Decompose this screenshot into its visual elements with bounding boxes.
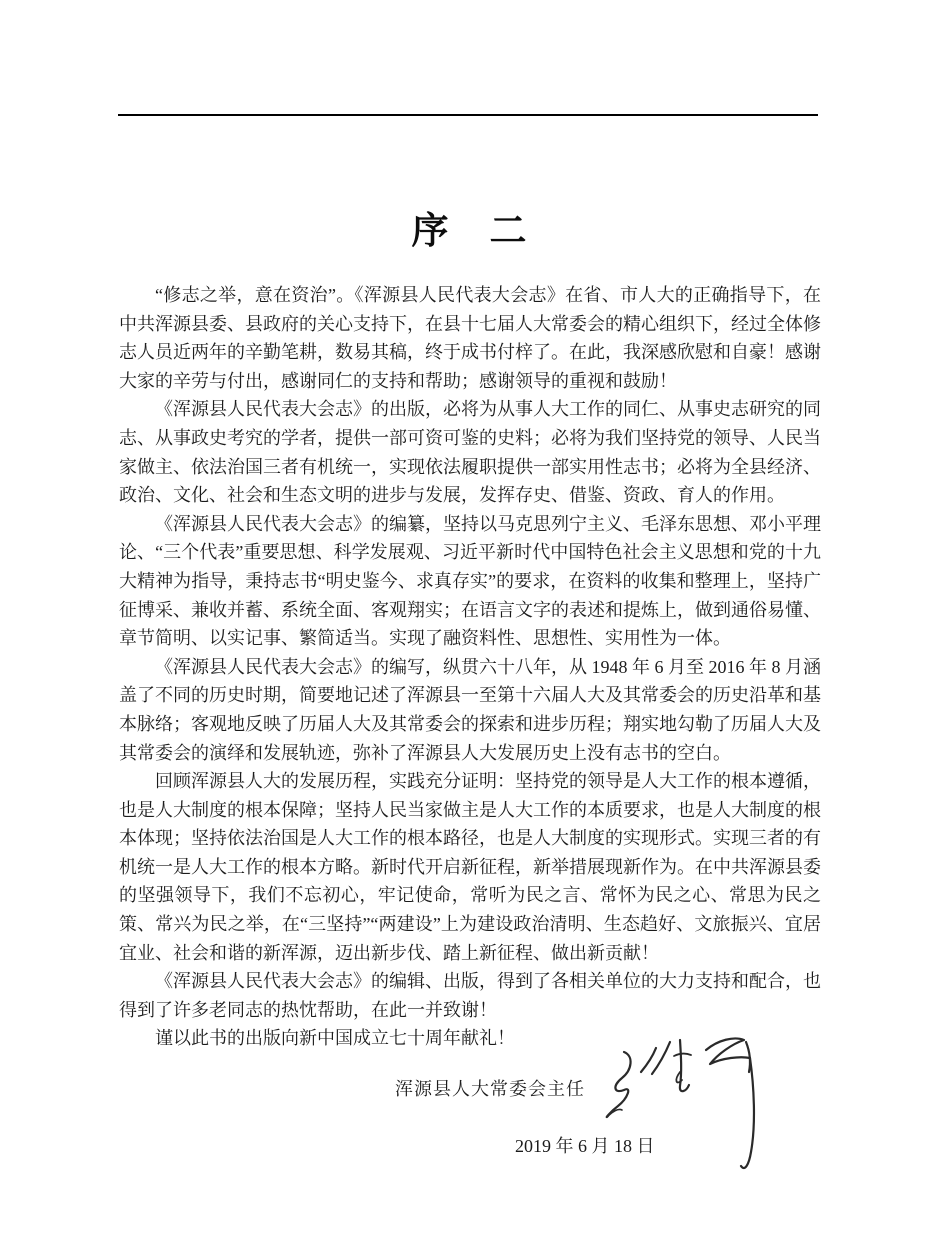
preface-paragraph: “修志之举，意在资治”。《浑源县人民代表大会志》在省、市人大的正确指导下，在中共浑源县委、县政府的关心支持下，在县十七届人大常委会的精心组织下，经过全体修志人员近两年的辛勤笔耕，数易其稿，终于成书付梓了。在此，我深感欣慰和自豪！感谢大家的辛劳与付出，感谢同仁的支持和帮助；感谢领导的重视和鼓励！ <box>119 285 821 391</box>
preface-body <box>119 281 821 1053</box>
preface-paragraph: 《浑源县人民代表大会志》的出版，必将为从事人大工作的同仁、从事史志研究的同志、从事政史考究的学者，提供一部可资可鉴的史料；必将为我们坚持党的领导、人民当家做主、依法治国三者有机统一，实现依法履职提供一部实用性志书；必将为全县经济、政治、文化、社会和生态文明的进步与发展，发挥存史、借鉴、资政、育人的作用。 <box>119 399 821 506</box>
preface-paragraph: 《浑源县人民代表大会志》的编辑、出版，得到了各相关单位的大力支持和配合，也得到了许多老同志的热忱帮助，在此一并致谢！ <box>119 971 821 1020</box>
preface-paragraph: 《浑源县人民代表大会志》的编纂，坚持以马克思列宁主义、毛泽东思想、邓小平理论、“三个代表”重要思想、科学发展观、习近平新时代中国特色社会主义思想和党的十九大精神为指导，秉持志书“明史鉴今、求真存实”的要求，在资料的收集和整理上，坚持广征博采、兼收并蓄、系统全面、客观翔实；在语言文字的表述和提炼上，做到通俗易懂、章节简明、以实记事、繁简适当。实现了融资料性、思想性、实用性为一体。 <box>119 513 821 649</box>
preface-paragraph: 回顾浑源县人大的发展历程，实践充分证明：坚持党的领导是人大工作的根本遵循，也是人大制度的根本保障；坚持人民当家做主是人大工作的本质要求，也是人大制度的根本体现；坚持依法治国是人大工作的根本路径，也是人大制度的实现形式。实现三者的有机统一是人大工作的根本方略。新时代开启新征程，新举措展现新作为。在中共浑源县委的坚强领导下，我们不忘初心，牢记使命，常听为民之言、常怀为民之心、常思为民之策、常兴为民之举，在“三坚持”“两建设”上为建设政治清明、生态趋好、文旅振兴、宜居宜业、社会和谐的新浑源，迈出新步伐、踏上新征程、做出新贡献！ <box>119 771 821 963</box>
signature-block <box>119 1074 821 1104</box>
preface-paragraph: 谨以此书的出版向新中国成立七十周年献礼！ <box>155 1028 515 1049</box>
publication-date: 2019 年 6 月 18 日 <box>515 1136 655 1156</box>
page-title: 序 二 <box>411 211 529 252</box>
signature-role: 浑源县人大常委会主任 <box>395 1079 585 1099</box>
preface-paragraph: 《浑源县人民代表大会志》的编写，纵贯六十八年，从 1948 年 6 月至 2016 年 8 月涵盖了不同的历史时期，简要地记述了浑源县一至第十六届人大及其常委会的历史沿革和基本脉络；客观地反映了历届人大及其常委会的探索和进步历程；翔实地勾勒了历届人大及其常委会的演绎和发展轨迹，弥补了浑源县人大发展历史上没有志书的空白。 <box>119 656 821 763</box>
header-rule <box>118 114 818 116</box>
date-row <box>119 1132 821 1160</box>
